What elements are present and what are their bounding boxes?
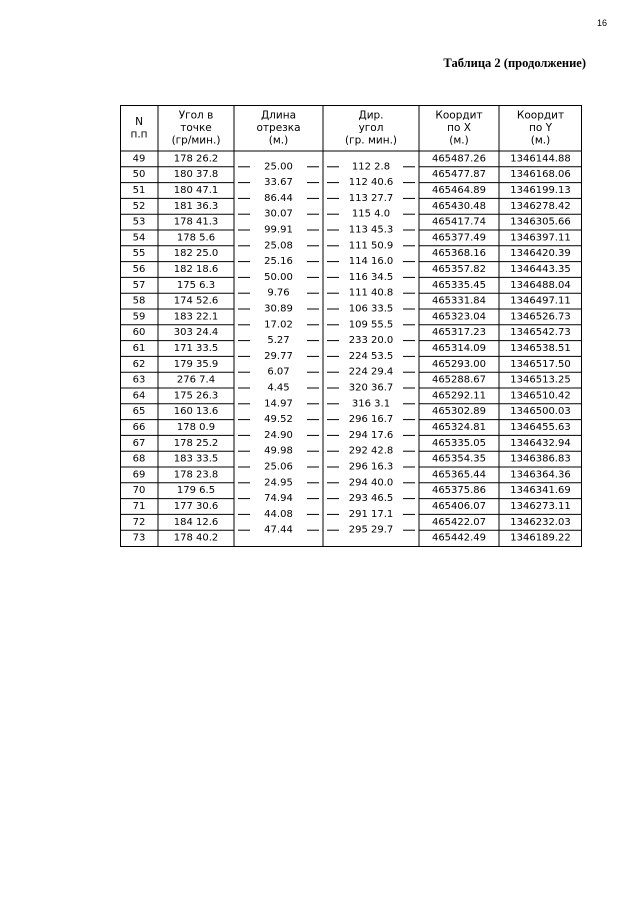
row-number: 63 — [132, 374, 146, 386]
coord-y-cell: 1346278.42 — [510, 200, 571, 212]
coord-x-cell: 465406.07 — [431, 501, 487, 512]
coord-x-cell: 465335.05 — [431, 437, 487, 449]
angle-cell: 175 6.3 — [176, 279, 216, 291]
coord-x-cell: 465477.87 — [431, 169, 487, 181]
direction-angle-cell: 316 3.1 — [351, 398, 391, 410]
coord-x-cell: 465368.16 — [431, 248, 487, 260]
row-number: 69 — [132, 469, 146, 481]
coord-y-cell: 1346443.35 — [510, 264, 571, 275]
direction-angle-cell: 294 40.0 — [348, 477, 394, 489]
angle-cell: 178 23.8 — [173, 469, 219, 481]
row-number: 49 — [132, 153, 146, 165]
table-caption: Таблица 2 (продолжение) — [443, 56, 586, 70]
angle-cell: 175 26.3 — [173, 390, 219, 402]
page-number: 16 — [597, 18, 608, 28]
header-label: (м.) — [449, 134, 469, 147]
coord-y-cell: 1346432.94 — [510, 437, 571, 449]
direction-angle-cell: 292 42.8 — [348, 445, 394, 457]
header-label: точке — [180, 122, 212, 134]
coord-x-cell: 465365.44 — [431, 469, 487, 481]
segment-length-cell: 49.52 — [264, 414, 293, 426]
header-label: по Y — [528, 122, 553, 134]
coord-y-cell: 1346526.73 — [510, 311, 571, 323]
row-number: 68 — [132, 453, 146, 465]
coord-x-cell: 465292.11 — [431, 390, 487, 402]
angle-cell: 174 52.6 — [173, 295, 219, 307]
row-number: 57 — [132, 279, 146, 291]
header-label: (гр. мин.) — [345, 134, 397, 147]
coord-x-cell: 465323.04 — [431, 311, 487, 323]
row-number: 54 — [132, 232, 146, 244]
segment-length-cell: 49.98 — [264, 445, 293, 457]
segment-length-cell: 5.27 — [267, 335, 290, 347]
segment-length-cell: 50.00 — [264, 271, 293, 283]
direction-angle-cell: 296 16.3 — [348, 461, 394, 473]
segment-length-cell: 17.02 — [264, 319, 293, 331]
coord-y-cell: 1346273.11 — [510, 501, 571, 512]
coord-y-cell: 1346500.03 — [510, 406, 571, 418]
coord-x-cell: 465324.81 — [431, 422, 487, 433]
coord-x-cell: 465430.48 — [431, 200, 487, 212]
angle-cell: 177 30.6 — [173, 501, 219, 512]
angle-cell: 180 47.1 — [173, 185, 219, 196]
segment-length-cell: 86.44 — [264, 192, 293, 204]
direction-angle-cell: 112 2.8 — [351, 161, 391, 173]
segment-length-cell: 6.07 — [267, 366, 290, 378]
direction-angle-cell: 111 40.8 — [348, 287, 394, 299]
coord-y-cell: 1346305.66 — [510, 216, 571, 228]
segment-length-cell: 24.90 — [264, 429, 293, 441]
row-number: 56 — [132, 264, 146, 275]
coord-y-cell: 1346189.22 — [510, 532, 571, 544]
segment-length-cell: 30.89 — [264, 303, 293, 315]
direction-angle-cell: 113 45.3 — [348, 224, 394, 236]
row-number: 55 — [132, 248, 146, 260]
coord-x-cell: 465314.09 — [431, 343, 487, 354]
segment-length-cell: 25.16 — [264, 256, 293, 268]
coord-x-cell: 465357.82 — [431, 264, 487, 275]
row-number: 64 — [132, 390, 146, 402]
row-number: 60 — [132, 327, 146, 339]
header-label: Коордит — [516, 109, 565, 122]
segment-length-cell: 74.94 — [264, 493, 293, 505]
header-label: отрезка — [256, 122, 301, 134]
angle-cell: 183 22.1 — [173, 311, 219, 323]
row-number: 52 — [132, 200, 146, 212]
header-label: Дир. — [358, 109, 384, 122]
angle-cell: 179 6.5 — [176, 485, 216, 497]
angle-cell: 160 13.6 — [173, 406, 219, 418]
coord-y-cell: 1346397.11 — [510, 232, 571, 244]
coord-x-cell: 465331.84 — [431, 295, 487, 307]
coord-x-cell: 465317.23 — [431, 327, 487, 339]
row-number: 67 — [132, 437, 146, 449]
segment-length-cell: 44.08 — [264, 508, 293, 520]
coord-y-cell: 1346341.69 — [510, 485, 571, 497]
coord-y-cell: 1346517.50 — [510, 358, 571, 370]
row-number: 65 — [132, 406, 146, 418]
direction-angle-cell: 296 16.7 — [348, 414, 394, 426]
row-number: 53 — [132, 216, 146, 228]
coord-y-cell: 1346144.88 — [510, 153, 571, 165]
coord-y-cell: 1346420.39 — [510, 248, 571, 260]
coord-x-cell: 465375.86 — [431, 485, 487, 497]
header-label: Угол в — [178, 109, 214, 122]
direction-angle-cell: 109 55.5 — [348, 319, 394, 331]
angle-cell: 178 26.2 — [173, 153, 219, 165]
angle-cell: 171 33.5 — [173, 343, 219, 354]
row-number: 59 — [132, 311, 146, 323]
segment-length-cell: 47.44 — [264, 524, 293, 536]
coord-y-cell: 1346497.11 — [510, 295, 571, 307]
coord-x-cell: 465422.07 — [431, 516, 487, 528]
direction-angle-cell: 114 16.0 — [348, 256, 394, 268]
segment-length-cell: 29.77 — [264, 350, 293, 362]
direction-angle-cell: 111 50.9 — [348, 240, 394, 252]
coord-x-cell: 465302.89 — [431, 406, 487, 418]
row-number: 71 — [132, 501, 146, 512]
angle-cell: 178 0.9 — [176, 422, 216, 433]
row-number: 58 — [132, 295, 146, 307]
direction-angle-cell: 320 36.7 — [348, 382, 394, 394]
coord-x-cell: 465335.45 — [431, 279, 487, 291]
row-number: 73 — [132, 532, 146, 544]
direction-angle-cell: 294 17.6 — [348, 429, 394, 441]
coord-y-cell: 1346513.25 — [510, 374, 571, 386]
angle-cell: 178 40.2 — [173, 532, 219, 544]
angle-cell: 180 37.8 — [173, 169, 219, 181]
row-number: 50 — [132, 169, 146, 181]
row-number: 61 — [132, 343, 146, 354]
coordinates-table — [120, 105, 582, 547]
segment-length-cell: 33.67 — [264, 177, 293, 189]
coord-x-cell: 465417.74 — [431, 216, 487, 228]
coord-x-cell: 465293.00 — [431, 358, 487, 370]
direction-angle-cell: 112 40.6 — [348, 177, 394, 189]
coord-y-cell: 1346542.73 — [510, 327, 571, 339]
coord-y-cell: 1346199.13 — [510, 185, 571, 196]
coord-x-cell: 465442.49 — [431, 532, 487, 544]
header-label: угол — [358, 122, 384, 134]
direction-angle-cell: 115 4.0 — [351, 208, 391, 220]
coord-x-cell: 465377.49 — [431, 232, 487, 244]
header-label: п.п — [130, 128, 148, 141]
segment-length-cell: 25.08 — [264, 240, 293, 252]
segment-length-cell: 14.97 — [264, 398, 293, 410]
angle-cell: 183 33.5 — [173, 453, 219, 465]
header-label: N — [135, 115, 143, 128]
direction-angle-cell: 113 27.7 — [348, 192, 394, 204]
segment-length-cell: 4.45 — [267, 382, 290, 394]
direction-angle-cell: 224 53.5 — [348, 350, 394, 362]
coord-y-cell: 1346488.04 — [510, 279, 571, 291]
direction-angle-cell: 233 20.0 — [348, 335, 394, 347]
header-label: по X — [447, 122, 471, 134]
row-number: 51 — [132, 185, 146, 196]
segment-length-cell: 9.76 — [267, 287, 290, 299]
coord-y-cell: 1346455.63 — [510, 422, 571, 433]
direction-angle-cell: 224 29.4 — [348, 366, 394, 378]
angle-cell: 303 24.4 — [173, 327, 219, 339]
row-number: 72 — [132, 516, 146, 528]
coord-x-cell: 465288.67 — [431, 374, 487, 386]
angle-cell: 178 25.2 — [173, 437, 219, 449]
angle-cell: 178 41.3 — [173, 216, 219, 228]
direction-angle-cell: 106 33.5 — [348, 303, 394, 315]
segment-length-cell: 99.91 — [264, 224, 293, 236]
angle-cell: 276 7.4 — [176, 374, 216, 386]
direction-angle-cell: 291 17.1 — [348, 508, 394, 520]
header-label: Коордит — [435, 109, 483, 122]
coord-x-cell: 465354.35 — [431, 453, 487, 465]
direction-angle-cell: 293 46.5 — [348, 493, 394, 505]
row-number: 70 — [132, 485, 146, 497]
angle-cell: 182 25.0 — [173, 248, 219, 260]
header-label: (м.) — [530, 134, 551, 147]
header-label: Длина — [260, 109, 297, 122]
coord-y-cell: 1346538.51 — [510, 343, 571, 354]
angle-cell: 182 18.6 — [173, 264, 219, 275]
coord-y-cell: 1346232.03 — [510, 516, 571, 528]
angle-cell: 181 36.3 — [173, 200, 219, 212]
coord-x-cell: 465487.26 — [431, 153, 487, 165]
coord-y-cell: 1346510.42 — [510, 390, 571, 402]
coord-x-cell: 465464.89 — [431, 185, 487, 196]
segment-length-cell: 24.95 — [264, 477, 293, 489]
direction-angle-cell: 295 29.7 — [348, 524, 394, 536]
coord-y-cell: 1346386.83 — [510, 453, 571, 465]
segment-length-cell: 25.00 — [264, 161, 293, 173]
header-label: (гр/мин.) — [171, 134, 221, 147]
angle-cell: 184 12.6 — [173, 516, 219, 528]
segment-length-cell: 30.07 — [264, 208, 293, 220]
header-label: (м.) — [268, 134, 289, 147]
coord-y-cell: 1346364.36 — [510, 469, 571, 481]
coord-y-cell: 1346168.06 — [510, 169, 571, 181]
angle-cell: 178 5.6 — [176, 232, 216, 244]
angle-cell: 179 35.9 — [173, 358, 219, 370]
segment-length-cell: 25.06 — [264, 461, 293, 473]
row-number: 62 — [132, 358, 146, 370]
direction-angle-cell: 116 34.5 — [348, 271, 394, 283]
row-number: 66 — [132, 422, 146, 433]
